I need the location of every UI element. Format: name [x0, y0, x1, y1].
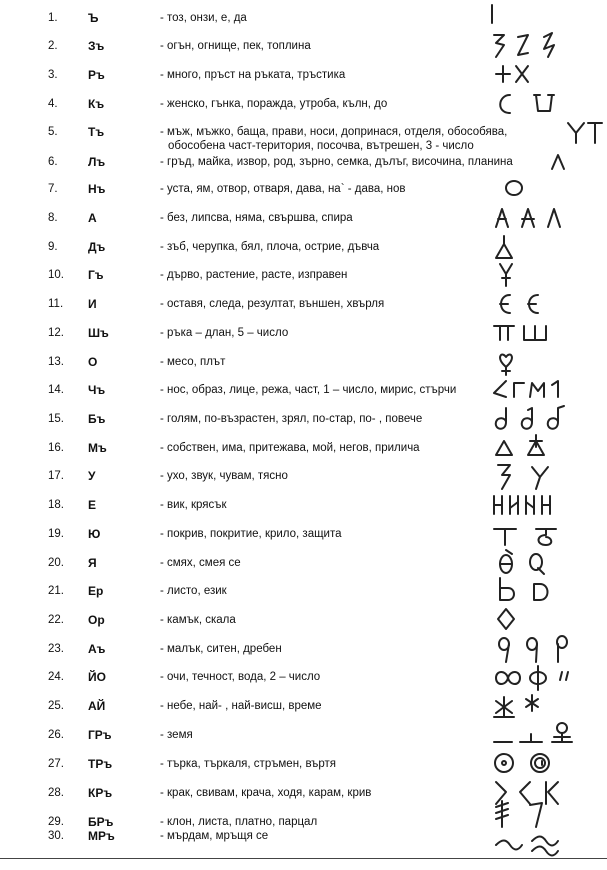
meaning-text: - собствен, има, притежава, мой, негов, прилича	[160, 442, 420, 454]
letter-name: Тъ	[88, 125, 105, 139]
row-number: 6.	[48, 156, 58, 168]
row-number: 25.	[48, 700, 64, 712]
glyph-b-shapes-icon	[492, 404, 602, 434]
meaning-text: - търка, търкаля, стръмен, въртя	[160, 758, 336, 770]
letter-name: МРъ	[88, 829, 115, 843]
meaning-text: - без, липсва, няма, свършва, спира	[160, 212, 353, 224]
glyph-circle-icon	[492, 174, 602, 204]
bottom-divider	[0, 858, 607, 859]
glyph-diamond-icon	[492, 605, 602, 635]
row-number: 7.	[48, 183, 58, 195]
glyph-rings-icon	[492, 749, 602, 779]
meaning-text: - уста, ям, отвор, отваря, дава, на` - дава, нов	[160, 183, 406, 195]
row-number: 18.	[48, 499, 64, 511]
meaning-text: - оставя, следа, резултат, външен, хвърля	[160, 298, 385, 310]
glyph-epsilon-icon	[492, 289, 602, 319]
letter-name: Гъ	[88, 268, 104, 282]
row-number: 16.	[48, 442, 64, 454]
letter-name: Ю	[88, 527, 101, 541]
glyph-branch-icon	[492, 801, 602, 831]
letter-name: Мъ	[88, 441, 107, 455]
meaning-text: - земя	[160, 729, 193, 741]
meaning-text: - нос, образ, лице, режа, част, 1 – число, мирис, стърчи	[160, 384, 457, 396]
letter-name: Ор	[88, 613, 105, 627]
meaning-text: - камък, скала	[160, 614, 236, 626]
glyph-heart-icon	[492, 347, 602, 377]
meaning-text: - мърдам, мръщя се	[160, 830, 269, 842]
letter-name: Бъ	[88, 412, 106, 426]
row-number: 22.	[48, 614, 64, 626]
letter-name: У	[88, 469, 96, 483]
glyph-h-shapes-icon	[492, 490, 602, 520]
glyph-plus-cross-icon	[492, 60, 602, 90]
row-number: 28.	[48, 787, 64, 799]
glyph-vertical-stroke-icon	[492, 3, 602, 33]
glyph-tree-icon	[492, 260, 602, 290]
row-number: 27.	[48, 758, 64, 770]
meaning-text: - ръка – длан, 5 – число	[160, 327, 289, 339]
meaning-text: - клон, листа, платно, парцал	[160, 816, 318, 828]
glyph-leaf-icon	[492, 576, 602, 606]
row-number: 4.	[48, 98, 58, 110]
glyph-waves-icon	[492, 831, 602, 861]
row-number: 15.	[48, 413, 64, 425]
row-number: 12.	[48, 327, 64, 339]
meaning-text: - много, пръст на ръката, тръстика	[160, 69, 346, 81]
row-number: 13.	[48, 356, 64, 368]
letter-name: Чъ	[88, 383, 106, 397]
meaning-text-continued: обособена част-територия, посочва, вътрешен, 3 - число	[168, 140, 474, 152]
row-number: 3.	[48, 69, 58, 81]
row-number: 19.	[48, 528, 64, 540]
letter-name: А	[88, 211, 97, 225]
letter-name: Къ	[88, 97, 105, 111]
letter-name: Я	[88, 556, 97, 570]
glyph-angles-icon	[492, 375, 602, 405]
row-number: 9.	[48, 241, 58, 253]
glyph-c-u-icon	[492, 89, 602, 119]
letter-name: Зъ	[88, 39, 105, 53]
row-number: 23.	[48, 643, 64, 655]
letter-name: Е	[88, 498, 97, 512]
meaning-text: - мъж, мъжко, баща, прави, носи, допринася, отделя, обособява,	[160, 126, 508, 138]
row-number: 1.	[48, 12, 58, 24]
glyph-stars-icon	[492, 691, 602, 721]
letter-name: Ъ	[88, 11, 99, 25]
row-number: 21.	[48, 585, 64, 597]
letter-name: КРъ	[88, 786, 113, 800]
meaning-text: - огън, огнище, пек, топлина	[160, 40, 311, 52]
glyph-y-t-icon	[492, 117, 602, 147]
glyph-z-shapes-icon	[492, 31, 602, 61]
letter-name: Шъ	[88, 326, 109, 340]
glyph-triangles-icon	[492, 433, 602, 463]
glyph-nines-icon	[492, 634, 602, 664]
glyph-sha-icon	[492, 318, 602, 348]
meaning-text: - женско, гънка, поражда, утроба, кълн, до	[160, 98, 388, 110]
meaning-text: - покрив, покритие, крило, защита	[160, 528, 342, 540]
meaning-text: - очи, течност, вода, 2 – число	[160, 671, 321, 683]
glyph-infinity-icon	[492, 662, 602, 692]
meaning-text: - смях, смея се	[160, 557, 241, 569]
letter-name: ЙО	[88, 670, 106, 684]
letter-name: ТРъ	[88, 757, 113, 771]
meaning-text: - голям, по-възрастен, зрял, по-стар, по- , повече	[160, 413, 423, 425]
glyph-u-shapes-icon	[492, 461, 602, 491]
meaning-text: - крак, свивам, крача, ходя, карам, крив	[160, 787, 372, 799]
letter-name: Нъ	[88, 182, 106, 196]
row-number: 5.	[48, 126, 58, 138]
meaning-text: - малък, ситен, дребен	[160, 643, 282, 655]
meaning-text: - месо, плът	[160, 356, 226, 368]
meaning-text: - гръд, майка, извор, род, зърно, семка, дълъг, височина, планина	[160, 156, 513, 168]
glyph-a-shapes-icon	[492, 203, 602, 233]
letter-name: Дъ	[88, 240, 106, 254]
row-number: 30.	[48, 830, 64, 842]
glyph-theta-icon	[492, 548, 602, 578]
letter-name: Ръ	[88, 68, 105, 82]
glyph-roof-icon	[492, 519, 602, 549]
meaning-text: - вик, крясък	[160, 499, 227, 511]
meaning-text: - ухо, звук, чувам, тясно	[160, 470, 288, 482]
letter-name: БРъ	[88, 815, 114, 829]
row-number: 20.	[48, 557, 64, 569]
letter-name: ГРъ	[88, 728, 112, 742]
row-number: 8.	[48, 212, 58, 224]
letter-name: Аъ	[88, 642, 106, 656]
row-number: 2.	[48, 40, 58, 52]
glyph-delta-icon	[492, 232, 602, 262]
glyph-lambda-icon	[492, 147, 602, 177]
row-number: 29.	[48, 816, 64, 828]
glyph-ground-icon	[492, 720, 602, 750]
row-number: 26.	[48, 729, 64, 741]
meaning-text: - зъб, черупка, бял, плоча, острие, дъвча	[160, 241, 380, 253]
letter-name: Ер	[88, 584, 104, 598]
letter-name: АЙ	[88, 699, 106, 713]
meaning-text: - небе, най- , най-висш, време	[160, 700, 322, 712]
letter-name: Лъ	[88, 155, 106, 169]
meaning-text: - листо, език	[160, 585, 227, 597]
row-number: 17.	[48, 470, 64, 482]
letter-name: И	[88, 297, 97, 311]
row-number: 10.	[48, 269, 64, 281]
row-number: 14.	[48, 384, 64, 396]
row-number: 11.	[48, 298, 64, 310]
meaning-text: - дърво, растение, расте, изправен	[160, 269, 348, 281]
letter-name: О	[88, 355, 98, 369]
meaning-text: - тоз, онзи, е, да	[160, 12, 247, 24]
row-number: 24.	[48, 671, 64, 683]
